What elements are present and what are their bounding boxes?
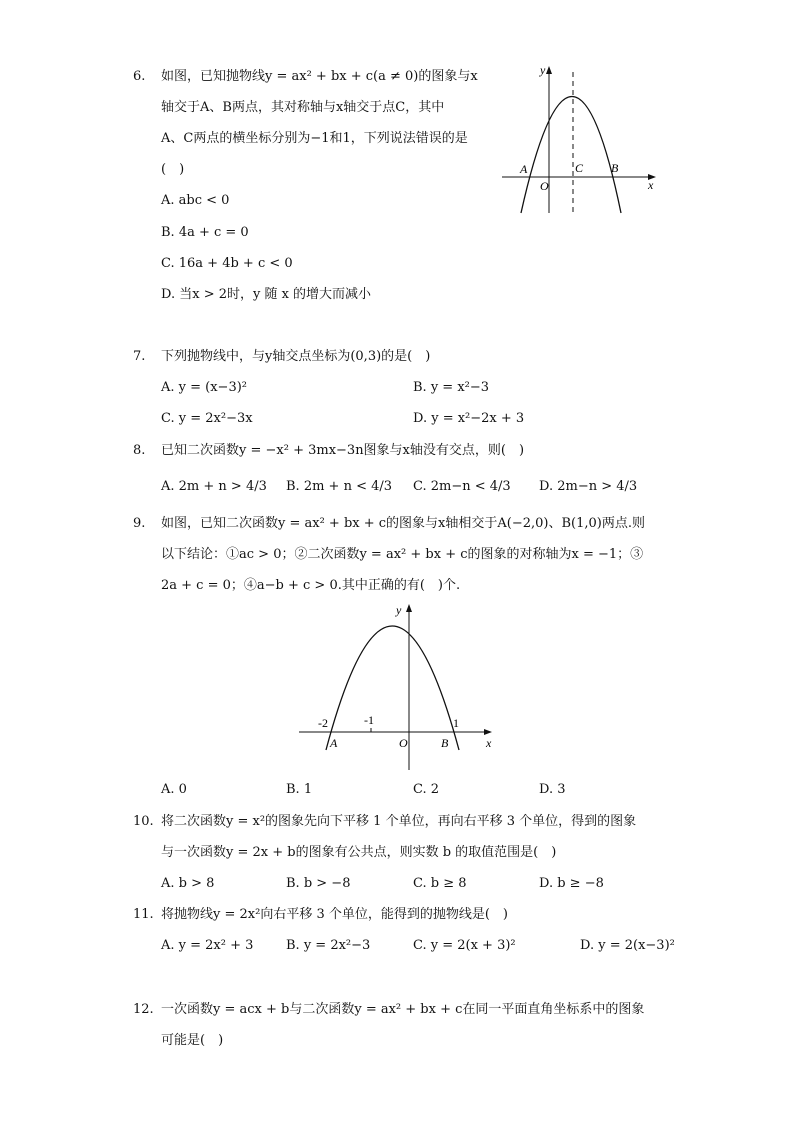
question-9-parabola-figure bbox=[296, 598, 502, 774]
question-9-option-d[interactable]: D. 3 bbox=[539, 782, 566, 797]
x-axis-arrow-icon bbox=[484, 729, 492, 735]
point-b-label: B bbox=[441, 736, 449, 750]
question-number: 11. bbox=[133, 907, 154, 922]
point-c-label: C bbox=[575, 161, 584, 175]
question-10-option-c[interactable]: C. b ≥ 8 bbox=[413, 876, 467, 891]
question-number: 8. bbox=[133, 443, 146, 458]
question-10-stem-line-2: 与一次函数y = 2x + b的图象有公共点，则实数 b 的取值范围是( ) bbox=[161, 845, 557, 860]
question-6-option-c[interactable]: C. 16a + 4b + c < 0 bbox=[161, 256, 293, 271]
question-11-option-c[interactable]: C. y = 2(x + 3)² bbox=[413, 938, 516, 953]
question-8-option-a[interactable]: A. 2m + n > 4/3 bbox=[161, 479, 267, 494]
question-12-stem-line-2: 可能是( ) bbox=[161, 1033, 224, 1048]
point-a-label: A bbox=[520, 162, 528, 176]
question-6-option-a[interactable]: A. abc < 0 bbox=[161, 193, 230, 208]
question-6-stem-line-1: 如图，已知抛物线y = ax² + bx + c(a ≠ 0)的图象与x bbox=[161, 69, 478, 84]
x-axis-label: x bbox=[486, 736, 492, 750]
question-12-stem-line-1: 一次函数y = acx + b与二次函数y = ax² + bx + c在同一平面直角坐标系中的图象 bbox=[161, 1002, 645, 1017]
x-axis-label: x bbox=[648, 178, 654, 192]
question-number: 12. bbox=[133, 1002, 154, 1017]
question-7-stem: 下列抛物线中，与y轴交点坐标为(0,3)的是( ) bbox=[161, 349, 431, 364]
question-10-option-b[interactable]: B. b > −8 bbox=[286, 876, 351, 891]
question-10-option-d[interactable]: D. b ≥ −8 bbox=[539, 876, 604, 891]
question-11-option-b[interactable]: B. y = 2x²−3 bbox=[286, 938, 371, 953]
question-7-option-c[interactable]: C. y = 2x²−3x bbox=[161, 411, 253, 426]
parabola-curve bbox=[521, 97, 621, 214]
question-8-option-c[interactable]: C. 2m−n < 4/3 bbox=[413, 479, 511, 494]
tick-label-neg2: -2 bbox=[318, 716, 328, 730]
question-9-option-c[interactable]: C. 2 bbox=[413, 782, 440, 797]
parabola-curve bbox=[326, 626, 459, 750]
question-9-option-a[interactable]: A. 0 bbox=[161, 782, 187, 797]
y-axis-arrow-icon bbox=[406, 604, 412, 612]
origin-label: O bbox=[399, 736, 408, 750]
tick-label-1: 1 bbox=[453, 716, 459, 730]
y-axis-label: y bbox=[540, 63, 546, 77]
question-6-parabola-figure bbox=[498, 58, 668, 218]
question-11-stem: 将抛物线y = 2x²向右平移 3 个单位，能得到的抛物线是( ) bbox=[161, 907, 508, 922]
question-9-option-b[interactable]: B. 1 bbox=[286, 782, 313, 797]
question-11-option-d[interactable]: D. y = 2(x−3)² bbox=[580, 938, 675, 953]
question-6-option-b[interactable]: B. 4a + c = 0 bbox=[161, 225, 249, 240]
point-b-label: B bbox=[611, 161, 619, 175]
question-number: 6. bbox=[133, 69, 146, 84]
question-8-option-d[interactable]: D. 2m−n > 4/3 bbox=[539, 479, 638, 494]
question-11-option-a[interactable]: A. y = 2x² + 3 bbox=[161, 938, 254, 953]
question-number: 9. bbox=[133, 516, 146, 531]
question-6-stem-line-2: 轴交于A、B两点，其对称轴与x轴交于点C，其中 bbox=[161, 100, 445, 115]
question-10-stem-line-1: 将二次函数y = x²的图象先向下平移 1 个单位，再向右平移 3 个单位，得到的图象 bbox=[161, 814, 637, 829]
question-7-option-a[interactable]: A. y = (x−3)² bbox=[161, 380, 248, 395]
question-8-option-b[interactable]: B. 2m + n < 4/3 bbox=[286, 479, 393, 494]
tick-label-neg1: -1 bbox=[364, 713, 374, 727]
y-axis-label: y bbox=[396, 603, 402, 617]
question-9-stem-line-2: 以下结论：①ac > 0；②二次函数y = ax² + bx + c的图象的对称轴为x = −1；③ bbox=[161, 547, 644, 562]
question-6-option-d[interactable]: D. 当x > 2时，y 随 x 的增大而减小 bbox=[161, 287, 372, 302]
question-number: 7. bbox=[133, 349, 146, 364]
question-6-answer-blank: ( ) bbox=[161, 162, 185, 177]
question-7-option-b[interactable]: B. y = x²−3 bbox=[413, 380, 490, 395]
point-a-label: A bbox=[330, 736, 338, 750]
y-axis-arrow-icon bbox=[546, 66, 552, 74]
question-9-stem-line-1: 如图，已知二次函数y = ax² + bx + c的图象与x轴相交于A(−2,0)、B(1,0)两点.则 bbox=[161, 516, 645, 531]
question-6-stem-line-3: A、C两点的横坐标分别为−1和1，下列说法错误的是 bbox=[161, 131, 468, 146]
question-10-option-a[interactable]: A. b > 8 bbox=[161, 876, 215, 891]
origin-label: O bbox=[540, 179, 549, 193]
question-number: 10. bbox=[133, 814, 154, 829]
question-9-stem-line-3: 2a + c = 0；④a−b + c > 0.其中正确的有( )个. bbox=[161, 578, 461, 593]
question-7-option-d[interactable]: D. y = x²−2x + 3 bbox=[413, 411, 525, 426]
question-8-stem: 已知二次函数y = −x² + 3mx−3n图象与x轴没有交点，则( ) bbox=[161, 443, 525, 458]
